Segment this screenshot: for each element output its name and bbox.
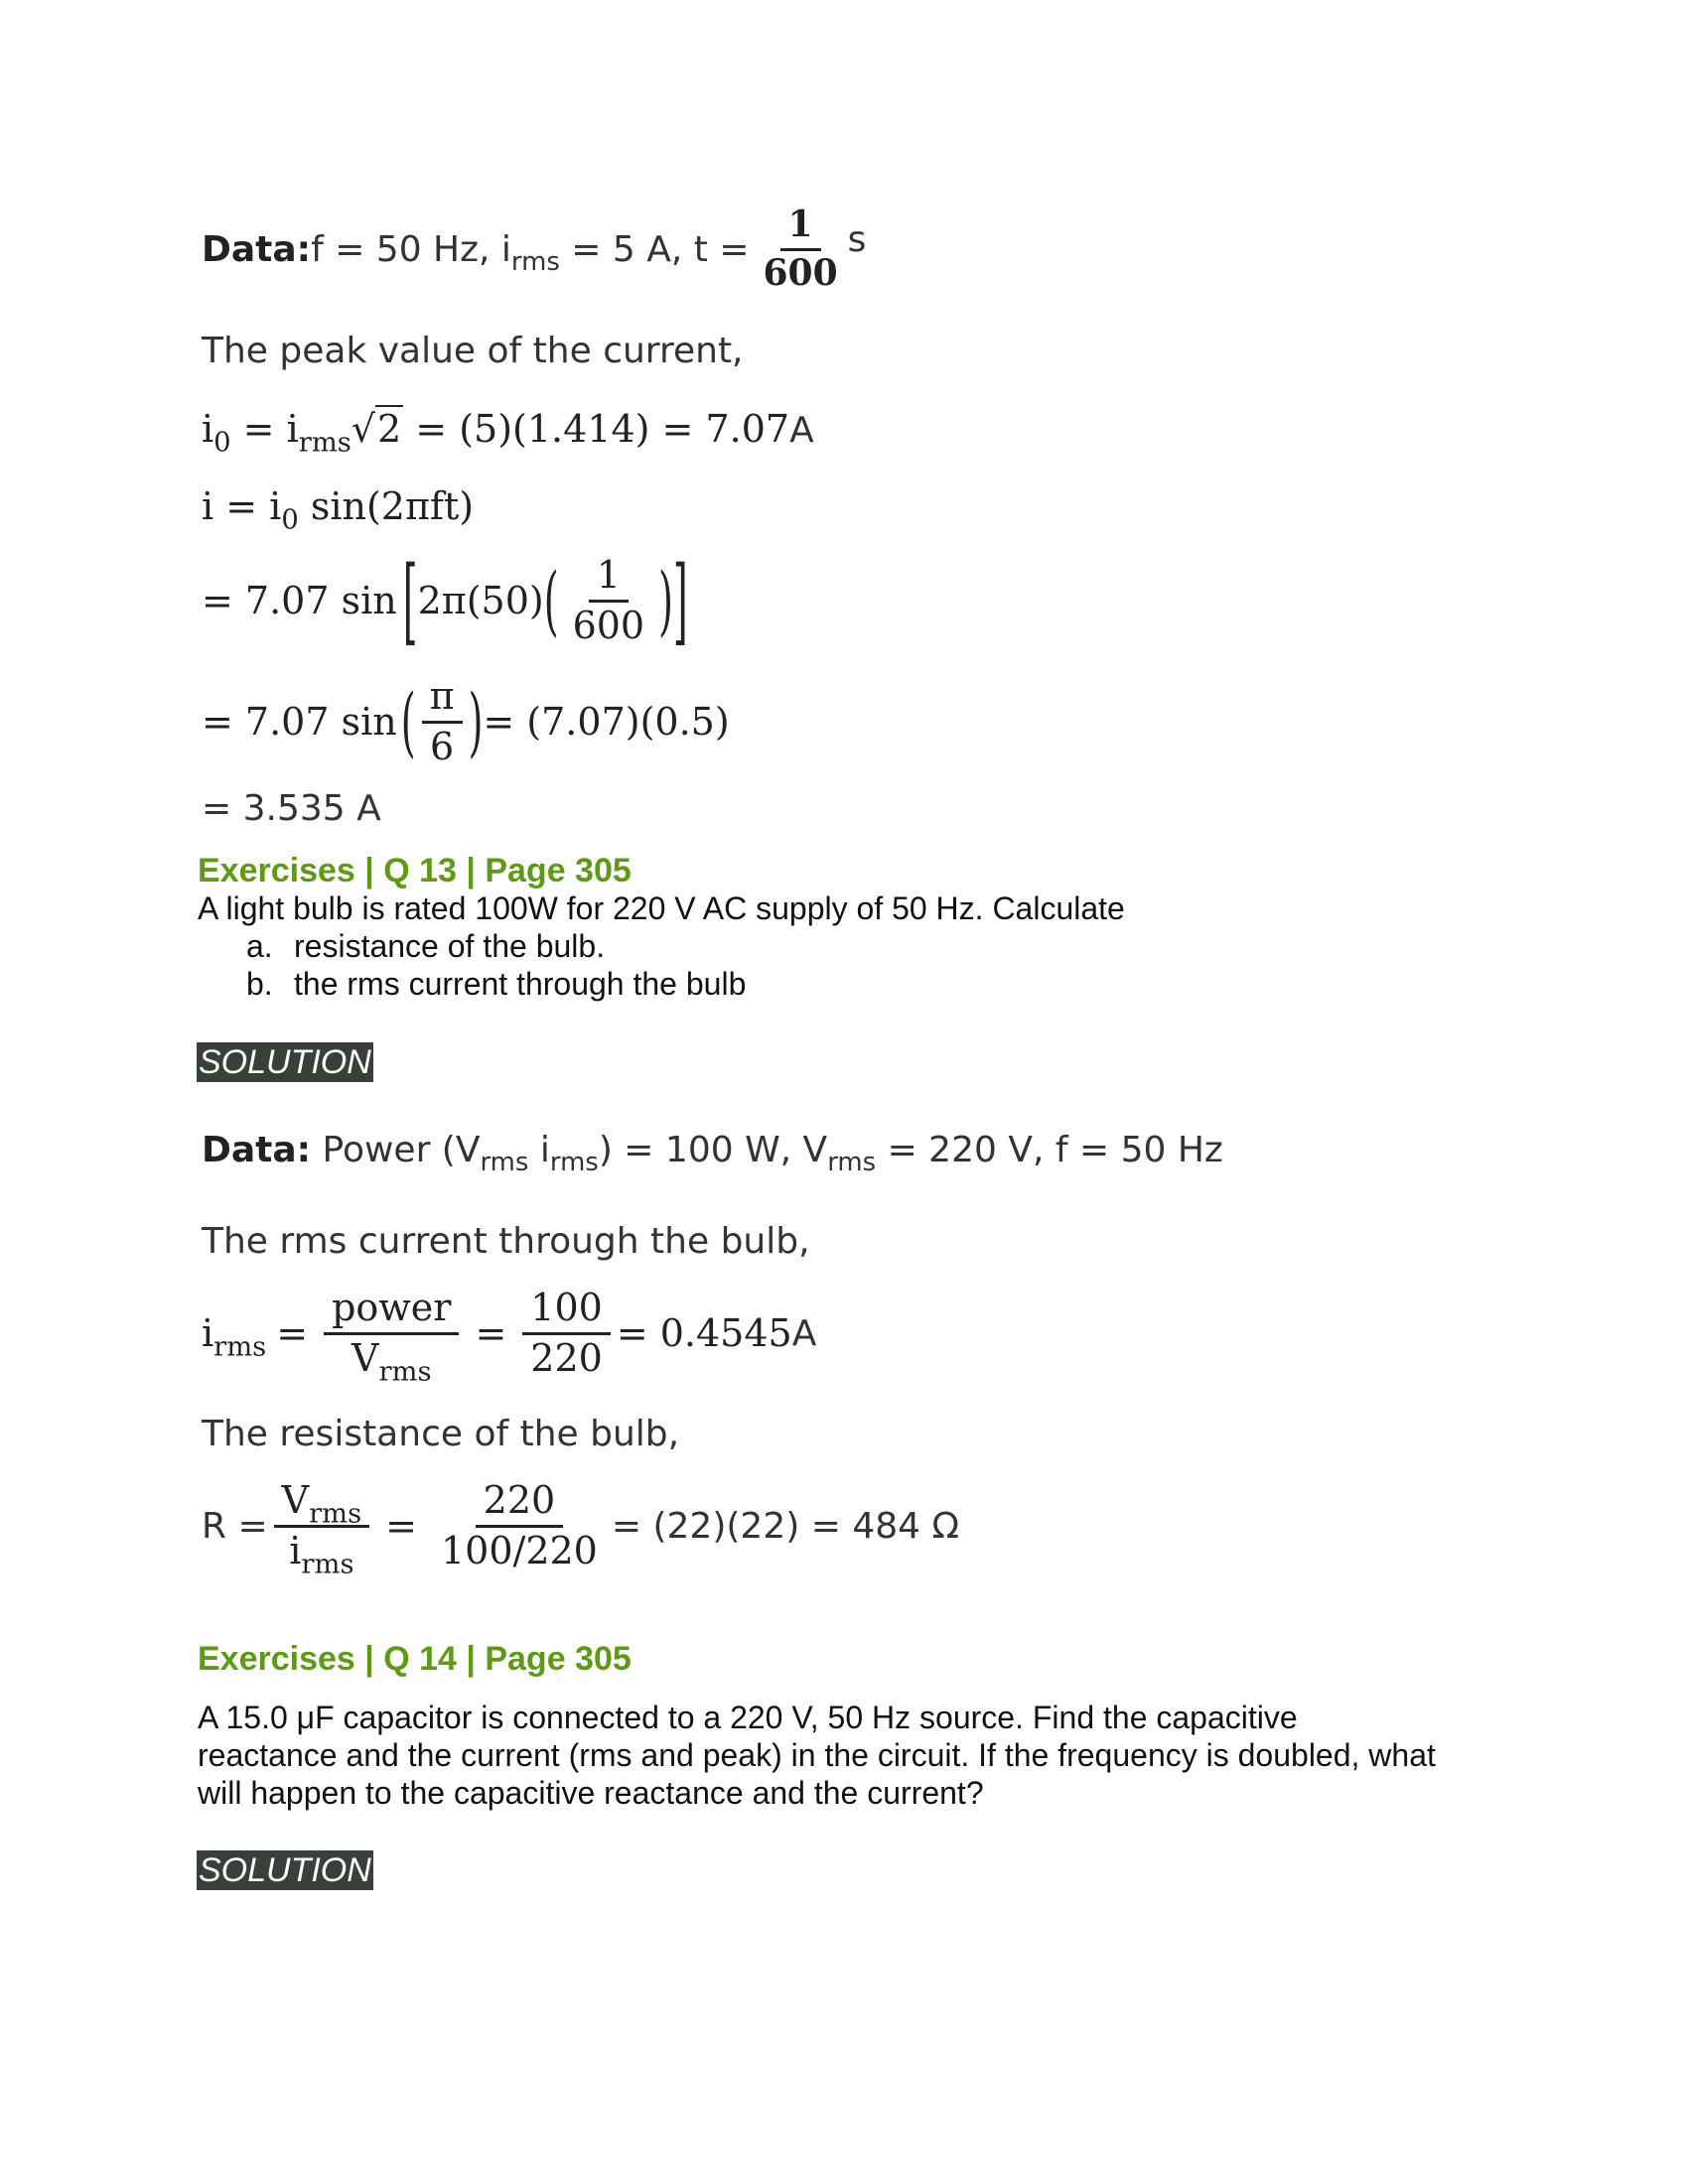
equation-substitution: = 7.07 sin [ 2π(50) ( $\frac{1}{600}$ ) ] — [202, 546, 688, 656]
equation-simplified: = 7.07 sin ( $\frac{\pi}{6}$ ) = (7.07)(0.5) — [202, 674, 730, 768]
data-line-q13: Data: Power ($V_{rms}$ $i_{rms}) = 100$ W, $V_{rms} = 220$ V, f = 50 Hz — [202, 1130, 1223, 1178]
data-text: f = 50 Hz, $i_{rms} = 5$ A, t = — [311, 228, 750, 277]
fraction-220-over: $\frac{220}{100/220}$ — [440, 1478, 598, 1572]
data-line-q12 — [202, 206, 866, 293]
q14-heading: Exercises | Q 14 | Page 305 — [198, 1640, 632, 1678]
resistance-text: The resistance of the bulb, — [202, 1414, 680, 1454]
q13-question: A light bulb is rated 100W for 220 V AC supply of 50 Hz. Calculate — [198, 890, 1125, 926]
fraction-power-vrms: $\frac{\text{power}}{V_{rms}}$ — [324, 1289, 459, 1379]
q13-heading: Exercises | Q 13 | Page 305 — [198, 852, 632, 889]
fraction-pi-6: $\frac{\pi}{6}$ — [422, 677, 463, 767]
fraction-1-600: $\frac{1}{600}$ — [572, 553, 645, 647]
peak-value-text: The peak value of the current, — [202, 331, 744, 371]
time-fraction: $\frac{1}{600}$ — [763, 204, 838, 294]
q13-solution-button[interactable]: SOLUTION — [199, 1043, 371, 1081]
q14-solution-button[interactable]: SOLUTION — [199, 1851, 371, 1889]
fraction-vrms-irms: $\frac{V_{rms}}{i_{rms}}$ — [274, 1481, 370, 1571]
data-label: Data: — [202, 228, 312, 270]
equation-instantaneous: $i = i_0$ sin(2πft) — [202, 484, 475, 536]
equation-rms-current: $i_{rms}$ = $\frac{\text{power}}{V_{rms}}$ = $\frac{100}{220}$ = 0.4545 A — [202, 1286, 817, 1388]
rms-current-text: The rms current through the bulb, — [202, 1221, 810, 1262]
q14-question-line-1: A 15.0 μF capacitor is connected to a 220 V, 50 Hz source. Find the capacitive — [198, 1700, 1298, 1735]
equation-peak-current: $i_0 = i_{rms}√2 = (5)(1.414) = 7.07A$ — [202, 407, 814, 459]
time-unit: s — [847, 218, 867, 260]
q13-item-a: a. resistance of the bulb. — [246, 928, 606, 964]
fraction-100-220: $\frac{100}{220}$ — [522, 1289, 611, 1379]
q14-question-line-3: will happen to the capacitive reactance and the current? — [198, 1775, 984, 1811]
q14-question-line-2: reactance and the current (rms and peak) in the circuit. If the frequency is doubled, what — [198, 1737, 1436, 1773]
q13-item-b: b. the rms current through the bulb — [246, 966, 747, 1002]
equation-resistance: R = $\frac{V_{rms}}{i_{rms}}$ = $\frac{220}{100/220}$ = (22)(22) = 484 Ω — [202, 1478, 959, 1580]
equation-result: = 3.535 A — [202, 788, 381, 829]
